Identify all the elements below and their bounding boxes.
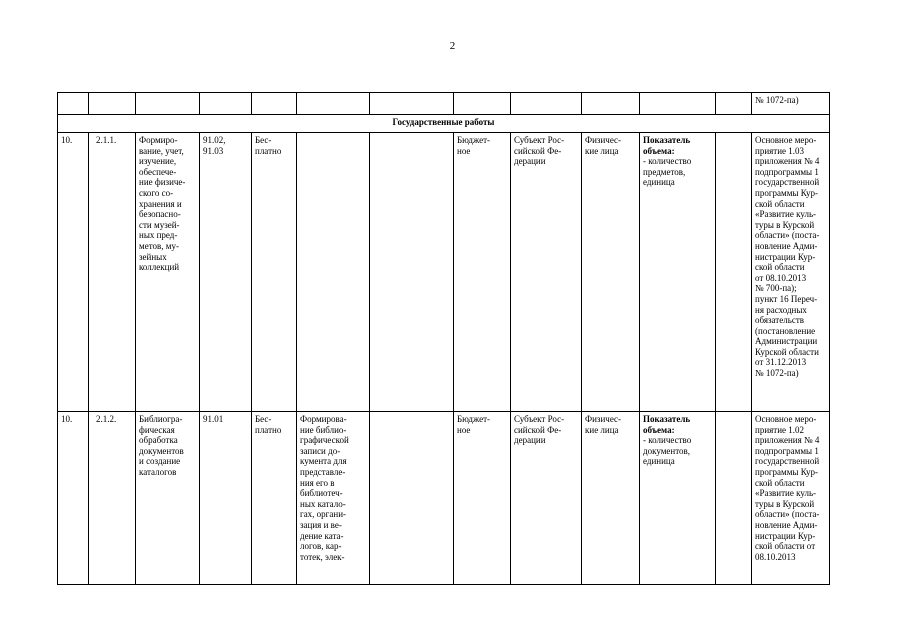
okved-code: 91.01 (200, 412, 252, 585)
indicator-text: - количество предметов, единица (643, 156, 692, 188)
legal-basis: Основное меро- приятие 1.02 приложения № 4 подпрограммы 1 государственной программы Кур- ской области «Развитие куль- туры в Курской области» (поста- новление Адми- нистрации Кур- ской области от 08.10.2013 (752, 412, 830, 585)
row-number: 10. (58, 412, 89, 585)
indicator-text: - количество документов, единица (643, 435, 692, 467)
work-name: Библиогра- фическая обработка документов и создание каталогов (136, 412, 200, 585)
row-code: 2.1.2. (89, 412, 136, 585)
indicator-cell (640, 133, 716, 412)
owner: Субъект Рос- сийской Фе- дерации (511, 412, 582, 585)
consumers: Физичес- кие лица (582, 412, 640, 585)
table-cell (252, 93, 297, 115)
continued-basis-cell: № 1072-па) (752, 93, 830, 115)
indicator-label: Показатель объема: (643, 414, 691, 435)
row-code: 2.1.1. (89, 133, 136, 412)
page-number: 2 (449, 40, 456, 52)
quality-indicator (716, 412, 752, 585)
table-cell (58, 93, 89, 115)
table-cell (89, 93, 136, 115)
continued-row (58, 93, 830, 115)
institution-type: Бюджет- ное (454, 133, 511, 412)
indicator-cell (640, 412, 716, 585)
owner: Субъект Рос- сийской Фе- дерации (511, 133, 582, 412)
work-name: Формиро- вание, учет, изучение, обеспече- ние физиче- ского со- хранения и безопасно- сти музей- ных пред- метов, му- зейных коллекций (136, 133, 200, 412)
institution-type: Бюджет- ное (454, 412, 511, 585)
register-table (57, 92, 830, 585)
work-conditions (370, 133, 454, 412)
row-number: 10. (58, 133, 89, 412)
table-cell (511, 93, 582, 115)
indicator-label: Показатель объема: (643, 135, 691, 156)
table-cell (640, 93, 716, 115)
work-content: Формирова- ние библио- графической записи до- кумента для представле- ния его в библиотеч- ных катало- гах, органи- зация и ве- дение ката- логов, кар- тотек, элек- (297, 412, 370, 585)
legal-basis: Основное меро- приятие 1.03 приложения № 4 подпрограммы 1 государственной программы Кур- ской области «Развитие куль- туры в Курской области» (поста- новление Адми- нистрации Кур- ской области от 08.10.2013 № 700-па); пункт 16 Переч- ня расходных обязательств (постановление Администрации Курской области от 31.12.2013 № 1072-па) (752, 133, 830, 412)
payment-type: Бес- платно (252, 412, 297, 585)
section-title: Государственные работы (58, 115, 830, 133)
table-cell (454, 93, 511, 115)
work-content (297, 133, 370, 412)
table-row (58, 133, 830, 412)
consumers: Физичес- кие лица (582, 133, 640, 412)
quality-indicator (716, 133, 752, 412)
work-conditions (370, 412, 454, 585)
okved-code: 91.02, 91.03 (200, 133, 252, 412)
table-row (58, 412, 830, 585)
table-cell (716, 93, 752, 115)
payment-type: Бес- платно (252, 133, 297, 412)
table-cell (297, 93, 370, 115)
section-row (58, 115, 830, 133)
table-cell (582, 93, 640, 115)
table-cell (370, 93, 454, 115)
table-cell (136, 93, 200, 115)
table-cell (200, 93, 252, 115)
